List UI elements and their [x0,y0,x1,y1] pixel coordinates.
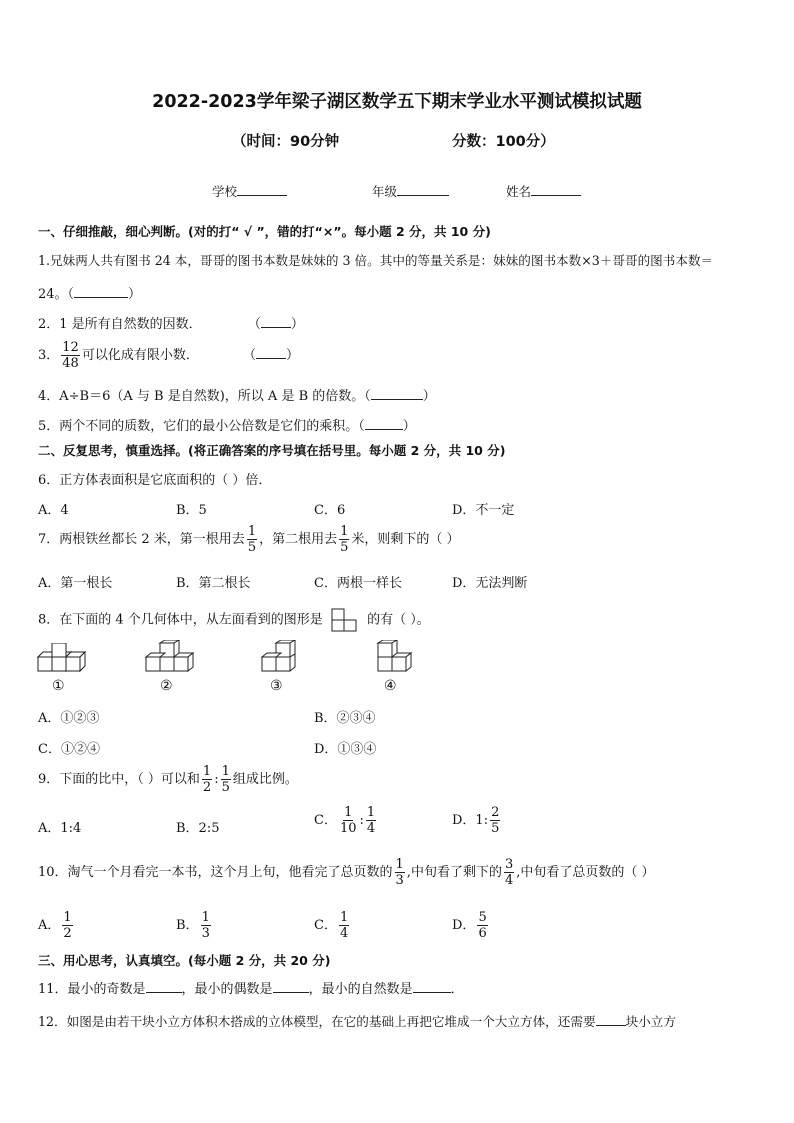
q4-text: 4．A÷B＝6（A 与 B 是自然数)，所以 A 是 B 的倍数。（ [38,389,371,404]
q7 [38,524,460,555]
q10-option-b-label: B． [176,918,199,933]
q11-text-c: ，最小的自然数是 [308,982,413,997]
q10-c-num: 1 [339,910,349,925]
q5-paren-close: ） [402,419,416,434]
q1-answer-blank[interactable] [74,285,128,298]
q3 [38,340,299,371]
q9-c-f1-den: 10 [339,821,357,836]
q10-option-d[interactable] [452,910,490,941]
q1-text: 24。（ [38,287,75,302]
q10-b-num: 1 [201,910,210,925]
q3-num: 12 [62,340,79,355]
q9-text-b: 组成比例。 [232,772,298,787]
q12-text-b: 块小立方 [625,1014,676,1029]
section2-heading: 二、反复思考，慎重选择。(将正确答案的序号填在括号里。每小题 2 分，共 10 分) [38,443,506,458]
q9 [38,764,298,795]
score-label: 分数：100分） [452,134,555,150]
q10-option-a-fraction [62,910,72,941]
q9-option-d[interactable] [452,805,502,836]
q5-text: 5．两个不同的质数，它们的最小公倍数是它们的乘积。（ [38,419,365,434]
q11-blank-3[interactable] [413,980,451,993]
name-label: 姓名 [506,184,532,199]
q8-figure-3 [260,640,300,676]
q12-blank[interactable] [596,1013,626,1026]
q6-option-d[interactable]: D．不一定 [452,503,515,518]
q2 [38,313,304,332]
q9-c-f2-num: 1 [366,805,376,820]
q5 [38,415,416,434]
q2-text: 2．1 是所有自然数的因数． [38,317,202,332]
q8-figure-2 [144,640,194,676]
section3-heading: 三、用心思考，认真填空。(每小题 2 分，共 20 分) [38,953,331,968]
q7-text-c: 米，则剩下的（ ） [351,532,460,547]
q9-fraction-2 [221,764,231,795]
q7-option-a[interactable]: A．第一根长 [38,576,113,591]
q10-option-b-fraction [201,910,211,941]
q8-option-a[interactable]: A．①②③ [38,711,100,726]
q10-option-d-label: D． [452,918,476,933]
q2-paren-open: （ [247,317,261,332]
q10-f2-den: 4 [504,873,514,888]
q9-fraction-1 [202,764,212,795]
q11-text-a: 11．最小的奇数是 [38,982,146,997]
q3-answer-blank[interactable] [256,346,286,359]
q8-option-c[interactable]: C．①②④ [38,742,100,757]
q7-f1-den: 5 [247,540,257,555]
q10-f2-num: 3 [504,857,514,872]
q10-option-a[interactable] [38,910,75,941]
q8-figure-label-2: ② [160,678,173,694]
q9-f1-num: 1 [202,764,212,779]
q10-text-c: ,中旬看了总页数的（ ） [516,865,655,880]
q10-option-d-fraction [477,910,487,941]
q7-fraction-1 [247,524,257,555]
q9-option-c-label: C． [314,813,337,828]
q8-option-d[interactable]: D．①③④ [314,742,377,757]
q11-blank-1[interactable] [146,980,182,993]
q9-option-d-label: D．1: [452,813,489,828]
q5-answer-blank[interactable] [365,417,403,430]
q10-fraction-1 [395,857,405,888]
q7-f2-num: 1 [340,524,349,539]
q9-option-c-fraction-1 [339,805,358,836]
q9-f2-num: 1 [221,764,230,779]
q9-c-f2-den: 4 [366,821,376,836]
q10-a-num: 1 [63,910,72,925]
name-blank[interactable] [531,183,581,196]
q9-option-c[interactable] [314,805,378,836]
q6: 6．正方体表面积是它底面积的（ ）倍． [38,473,272,488]
q1-line1: 1.兄妹两人共有图书 24 本，哥哥的图书本数是妹妹的 3 倍。其中的等量关系是：妹妹的图书本数×3＋哥哥的图书本数＝ [38,253,714,268]
q3-text: 可以化成有限小数． [81,348,199,363]
grade-label: 年级 [372,184,398,199]
q10-option-c[interactable] [314,910,351,941]
school-field [212,182,287,200]
q9-c-colon: : [359,813,364,828]
q10 [38,857,655,888]
q9-f1-den: 2 [202,780,212,795]
q1-paren-close: ） [128,287,142,302]
q7-f2-den: 5 [340,540,349,555]
q7-fraction-2 [339,524,349,555]
q7-option-c[interactable]: C．两根一样长 [314,576,402,591]
q8-figure-1 [36,643,88,677]
q3-paren-close: ） [286,348,300,363]
cube-model-4-icon [374,640,416,676]
grade-field [372,182,449,200]
q10-f1-num: 1 [395,857,404,872]
q10-option-b[interactable] [176,910,213,941]
section1-heading: 一、仔细推敲，细心判断。(对的打“ √ ”，错的打“×”。每小题 2 分，共 10 分) [38,224,491,239]
q10-b-den: 3 [201,926,210,941]
q10-d-den: 6 [478,926,487,941]
q12 [38,1011,676,1030]
q11-blank-2[interactable] [273,980,309,993]
q7-text-a: 7．两根铁丝都长 2 米，第一根用去 [38,532,245,547]
q8-figure-label-4: ④ [384,678,397,694]
q8-figure-4 [374,640,416,676]
q4 [38,385,436,404]
q9-option-a[interactable]: A．1:4 [38,821,82,836]
q10-option-c-label: C． [314,918,337,933]
q6-option-c[interactable]: C．6 [314,503,346,518]
q3-fraction [61,340,80,371]
q10-text-b: ,中旬看了剩下的 [406,865,502,880]
cube-model-2-icon [144,640,194,676]
q6-option-a[interactable]: A．4 [38,503,69,518]
q6-option-b[interactable]: B．5 [176,503,207,518]
q3-paren-open: （ [242,348,256,363]
q4-answer-blank[interactable] [371,387,423,400]
q3-prefix: 3． [38,348,60,363]
q10-d-num: 5 [478,910,487,925]
q8-figure-label-3: ③ [270,678,283,694]
q11-text-d: ． [450,982,464,997]
q8 [38,608,430,632]
q10-a-den: 2 [63,926,72,941]
q4-paren-close: ） [422,389,436,404]
q7-option-b[interactable]: B．第二根长 [176,576,251,591]
q9-text-a: 9．下面的比中，（ ）可以和 [38,772,200,787]
page-title: 2022-2023学年梁子湖区数学五下期末学业水平测试模拟试题 [152,92,642,112]
q8-text-a: 8．在下面的 4 个几何体中，从左面看到的图形是 [38,612,323,628]
q10-c-den: 4 [339,926,349,941]
q10-text-a: 10．淘气一个月看完一本书，这个月上旬，他看完了总页数的 [38,865,393,880]
school-blank[interactable] [237,183,287,196]
q9-option-b[interactable]: B．2:5 [176,821,220,836]
q2-answer-blank[interactable] [261,315,291,328]
q1-line2 [38,283,141,302]
q3-den: 48 [62,356,79,371]
q12-text-a: 12．如图是由若干块小立方体积木搭成的立体模型，在它的基础上再把它堆成一个大立方体，还需要 [38,1014,596,1029]
q9-option-d-fraction [490,805,500,836]
q11 [38,978,464,997]
left-view-shape-icon [331,608,359,632]
q10-f1-den: 3 [395,873,404,888]
cube-model-3-icon [260,640,300,676]
q9-d-den: 5 [491,821,500,836]
q9-c-f1-num: 1 [344,805,353,820]
grade-blank[interactable] [397,183,449,196]
q10-fraction-2 [504,857,514,888]
q7-f1-num: 1 [247,524,257,539]
q7-text-b: ，第二根用去 [259,532,338,547]
q10-option-a-label: A． [38,918,61,933]
q9-colon: : [214,772,219,787]
name-field [506,182,581,200]
q7-option-d[interactable]: D．无法判断 [452,576,528,591]
q8-figure-label-1: ① [52,678,65,694]
school-label: 学校 [212,184,238,199]
q10-option-c-fraction [339,910,349,941]
cube-model-1-icon [36,643,88,677]
q11-text-b: ，最小的偶数是 [181,982,273,997]
time-label: （时间：90分钟 [232,134,340,150]
q2-paren-close: ） [290,317,304,332]
q9-d-num: 2 [491,805,500,820]
q8-option-b[interactable]: B．②③④ [314,711,376,726]
q9-option-c-fraction-2 [366,805,376,836]
q9-f2-den: 5 [221,780,230,795]
q8-text-b: 的有（ ）。 [367,612,430,628]
